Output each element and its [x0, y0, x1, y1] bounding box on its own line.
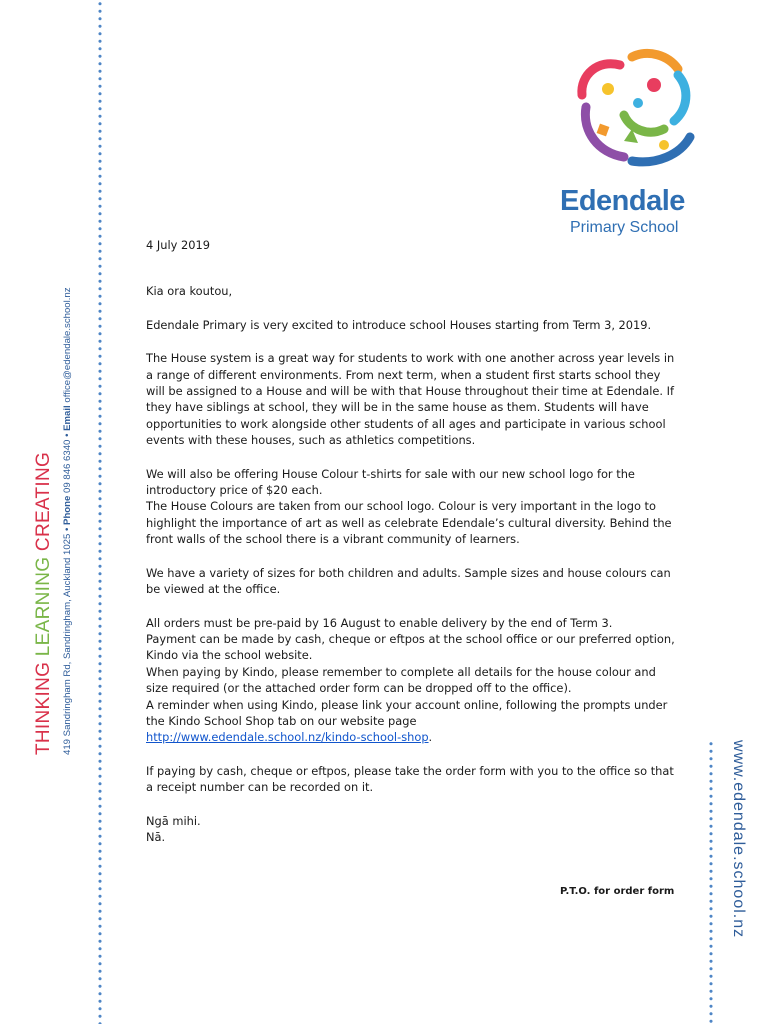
- letter-date: 4 July 2019: [146, 238, 210, 252]
- left-sidebar: [32, 235, 72, 755]
- greeting: Kia ora koutou,: [146, 284, 233, 299]
- orders-paragraph: All orders must be pre-paid by 16 August to enable delivery by the end of Term 3.: [146, 615, 613, 630]
- payment-paragraph: Payment can be made by cash, cheque or eftpos at the school office or our preferred option, Kindo via the school website.: [146, 631, 675, 663]
- slogan: THINKING LEARNING CREATING: [33, 451, 54, 755]
- school-subtitle: Primary School: [570, 219, 679, 236]
- right-sidebar: [725, 740, 749, 970]
- kindo-paragraph: When paying by Kindo, please remember to complete all details for the house colour and size required (or the attached order form can be dropped off to the office).: [146, 664, 656, 696]
- school-logo: [560, 45, 710, 240]
- signoff-from: Nā.: [146, 829, 166, 844]
- sizes-paragraph: We have a variety of sizes for both children and adults. Sample sizes and house colours can be viewed at the office.: [146, 565, 671, 597]
- email-link[interactable]: office@edendale.school.nz: [62, 287, 73, 403]
- school-name: Edendale: [560, 185, 685, 217]
- intro-paragraph: Edendale Primary is very excited to introduce school Houses starting from Term 3, 2019.: [146, 317, 652, 332]
- right-dotted-border: [708, 740, 714, 1024]
- cash-paragraph: If paying by cash, cheque or eftpos, please take the order form with you to the office so that a receipt number can be recorded on it.: [146, 763, 674, 795]
- swirl-logo-icon: [568, 45, 700, 175]
- house-system-paragraph: The House system is a great way for students to work with one another across year levels in a range of different environments. From next term, when a student first starts school they will be assigned to a House and will be with that House throughout their time at Edendale. If they have siblings at school, they will be in the same house as them. Students will have opportunities to work alongside other students of all ages and participate in various school events with these houses, such as athletics competitions.: [146, 351, 675, 448]
- contact-line: 419 Sandringham Rd, Sandringham, Auckland 1025 • Phone 09 846 6340 • Email office@edendale.school.nz: [62, 287, 73, 755]
- signoff-thanks: Ngā mihi.: [146, 813, 201, 828]
- letter-body: [146, 237, 676, 845]
- kindo-shop-link[interactable]: http://www.edendale.school.nz/kindo-school-shop: [146, 730, 429, 745]
- reminder-paragraph: A reminder when using Kindo, please link your account online, following the prompts under the Kindo School Shop tab on our website page: [146, 697, 668, 728]
- kindo-link-line: http://www.edendale.school.nz/kindo-school-shop.: [146, 730, 433, 745]
- left-dotted-border: [97, 0, 103, 1024]
- pto-note: P.T.O. for order form: [560, 886, 675, 897]
- tshirt-paragraph: We will also be offering House Colour t-shirts for sale with our new school logo for the introductory price of $20 each.: [146, 466, 635, 498]
- colours-paragraph: The House Colours are taken from our school logo. Colour is very important in the logo to highlight the importance of art as well as celebrate Edendale’s cultural diversity. Behind the front walls of the school there is a vibrant community of learners.: [146, 499, 672, 547]
- website-vertical[interactable]: www.edendale.school.nz: [730, 740, 747, 939]
